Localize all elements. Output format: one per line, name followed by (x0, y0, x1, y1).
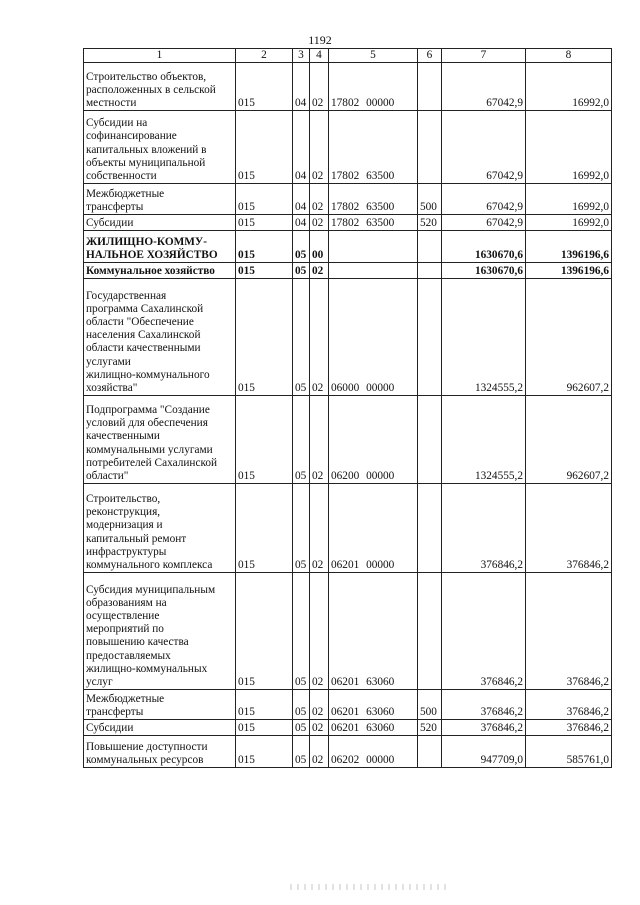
row-name: Повышение доступности коммунальных ресурсов (84, 736, 236, 768)
table-row (84, 736, 612, 768)
row-name: Межбюджетные трансферты (84, 690, 236, 720)
row-amount-1: 67042,9 (442, 111, 526, 184)
row-expense-type: 500 (418, 184, 442, 215)
row-name: Субсидии на софинансирование капитальных вложений в объекты муниципальной собственности (84, 111, 236, 184)
row-expense-type (418, 231, 442, 263)
row-name: Субсидии (84, 215, 236, 231)
row-section: 05 (293, 279, 310, 396)
row-target-article: 17802 00000 (329, 63, 418, 111)
row-grbs: 015 (236, 573, 293, 690)
row-amount-2: 1396196,6 (526, 231, 612, 263)
table-row (84, 215, 612, 231)
row-amount-1: 376846,2 (442, 484, 526, 573)
page-number: 1192 (308, 33, 332, 47)
row-section: 05 (293, 484, 310, 573)
row-section: 05 (293, 720, 310, 736)
table-header-row (84, 49, 612, 63)
row-target-article: 06201 63060 (329, 690, 418, 720)
table-row (84, 396, 612, 484)
table-row (84, 63, 612, 111)
row-target-article: 06000 00000 (329, 279, 418, 396)
header-col-2: 2 (236, 49, 293, 63)
row-expense-type: 520 (418, 720, 442, 736)
row-subsection: 02 (310, 573, 329, 690)
row-grbs: 015 (236, 63, 293, 111)
table-row (84, 263, 612, 279)
row-subsection: 02 (310, 263, 329, 279)
row-amount-1: 947709,0 (442, 736, 526, 768)
row-expense-type: 500 (418, 690, 442, 720)
budget-table (83, 48, 612, 768)
row-section: 05 (293, 573, 310, 690)
row-section: 05 (293, 263, 310, 279)
row-expense-type (418, 63, 442, 111)
header-col-4: 4 (310, 49, 329, 63)
row-subsection: 02 (310, 690, 329, 720)
row-name: Субсидия муниципальным образованиям на осуществление мероприятий по повышению качества предоставляемых жилищно-коммунальных услуг (84, 573, 236, 690)
row-name: Строительство объектов, расположенных в сельской местности (84, 63, 236, 111)
row-amount-1: 1324555,2 (442, 396, 526, 484)
row-grbs: 015 (236, 231, 293, 263)
table-row (84, 690, 612, 720)
row-amount-1: 67042,9 (442, 215, 526, 231)
header-col-3: 3 (293, 49, 310, 63)
row-subsection: 02 (310, 111, 329, 184)
row-amount-2: 16992,0 (526, 63, 612, 111)
row-expense-type (418, 111, 442, 184)
row-amount-1: 1630670,6 (442, 263, 526, 279)
row-name: Строительство, реконструкция, модернизация и капитальный ремонт инфраструктуры коммунального комплекса (84, 484, 236, 573)
row-target-article (329, 231, 418, 263)
row-amount-1: 376846,2 (442, 573, 526, 690)
header-col-7: 7 (442, 49, 526, 63)
row-amount-2: 376846,2 (526, 573, 612, 690)
row-target-article: 06201 63060 (329, 720, 418, 736)
row-section: 04 (293, 111, 310, 184)
row-target-article (329, 263, 418, 279)
row-expense-type: 520 (418, 215, 442, 231)
row-amount-1: 67042,9 (442, 184, 526, 215)
row-target-article: 17802 63500 (329, 111, 418, 184)
row-subsection: 02 (310, 720, 329, 736)
row-grbs: 015 (236, 184, 293, 215)
row-expense-type (418, 279, 442, 396)
row-subsection: 00 (310, 231, 329, 263)
header-col-6: 6 (418, 49, 442, 63)
row-grbs: 015 (236, 279, 293, 396)
row-section: 04 (293, 63, 310, 111)
scan-artifact (290, 884, 450, 890)
row-target-article: 17802 63500 (329, 215, 418, 231)
row-subsection: 02 (310, 215, 329, 231)
row-amount-2: 376846,2 (526, 720, 612, 736)
table-row (84, 184, 612, 215)
table-row (84, 231, 612, 263)
row-name: ЖИЛИЩНО-КОММУ- НАЛЬНОЕ ХОЗЯЙСТВО (84, 231, 236, 263)
row-subsection: 02 (310, 736, 329, 768)
row-grbs: 015 (236, 736, 293, 768)
row-subsection: 02 (310, 484, 329, 573)
row-name: Межбюджетные трансферты (84, 184, 236, 215)
row-name: Коммунальное хозяйство (84, 263, 236, 279)
row-section: 05 (293, 736, 310, 768)
row-target-article: 17802 63500 (329, 184, 418, 215)
row-subsection: 02 (310, 396, 329, 484)
table-row (84, 111, 612, 184)
row-amount-2: 1396196,6 (526, 263, 612, 279)
row-amount-2: 16992,0 (526, 111, 612, 184)
row-grbs: 015 (236, 720, 293, 736)
row-amount-2: 16992,0 (526, 215, 612, 231)
row-grbs: 015 (236, 111, 293, 184)
row-section: 04 (293, 184, 310, 215)
header-col-1: 1 (84, 49, 236, 63)
row-amount-2: 962607,2 (526, 279, 612, 396)
row-section: 05 (293, 396, 310, 484)
table-row (84, 573, 612, 690)
row-amount-2: 585761,0 (526, 736, 612, 768)
row-amount-2: 16992,0 (526, 184, 612, 215)
row-amount-1: 1324555,2 (442, 279, 526, 396)
table-row (84, 720, 612, 736)
row-target-article: 06200 00000 (329, 396, 418, 484)
row-grbs: 015 (236, 690, 293, 720)
row-target-article: 06202 00000 (329, 736, 418, 768)
row-expense-type (418, 736, 442, 768)
table-body (84, 63, 612, 768)
row-amount-1: 67042,9 (442, 63, 526, 111)
row-expense-type (418, 484, 442, 573)
row-grbs: 015 (236, 215, 293, 231)
row-subsection: 02 (310, 63, 329, 111)
row-amount-2: 376846,2 (526, 484, 612, 573)
row-grbs: 015 (236, 484, 293, 573)
row-name: Подпрограмма "Создание условий для обеспечения качественными коммунальными услугами потребителей Сахалинской области" (84, 396, 236, 484)
row-amount-2: 962607,2 (526, 396, 612, 484)
row-expense-type (418, 396, 442, 484)
row-subsection: 02 (310, 279, 329, 396)
row-expense-type (418, 573, 442, 690)
row-grbs: 015 (236, 263, 293, 279)
row-amount-1: 1630670,6 (442, 231, 526, 263)
header-col-8: 8 (526, 49, 612, 63)
row-section: 05 (293, 231, 310, 263)
row-section: 04 (293, 215, 310, 231)
row-amount-2: 376846,2 (526, 690, 612, 720)
row-target-article: 06201 63060 (329, 573, 418, 690)
row-amount-1: 376846,2 (442, 690, 526, 720)
table-row (84, 484, 612, 573)
row-grbs: 015 (236, 396, 293, 484)
row-name: Субсидии (84, 720, 236, 736)
row-expense-type (418, 263, 442, 279)
row-amount-1: 376846,2 (442, 720, 526, 736)
row-subsection: 02 (310, 184, 329, 215)
row-name: Государственная программа Сахалинской области "Обеспечение населения Сахалинской области качественными услугами жилищно-коммунального хозяйства" (84, 279, 236, 396)
header-col-5: 5 (329, 49, 418, 63)
table-row (84, 279, 612, 396)
row-section: 05 (293, 690, 310, 720)
row-target-article: 06201 00000 (329, 484, 418, 573)
